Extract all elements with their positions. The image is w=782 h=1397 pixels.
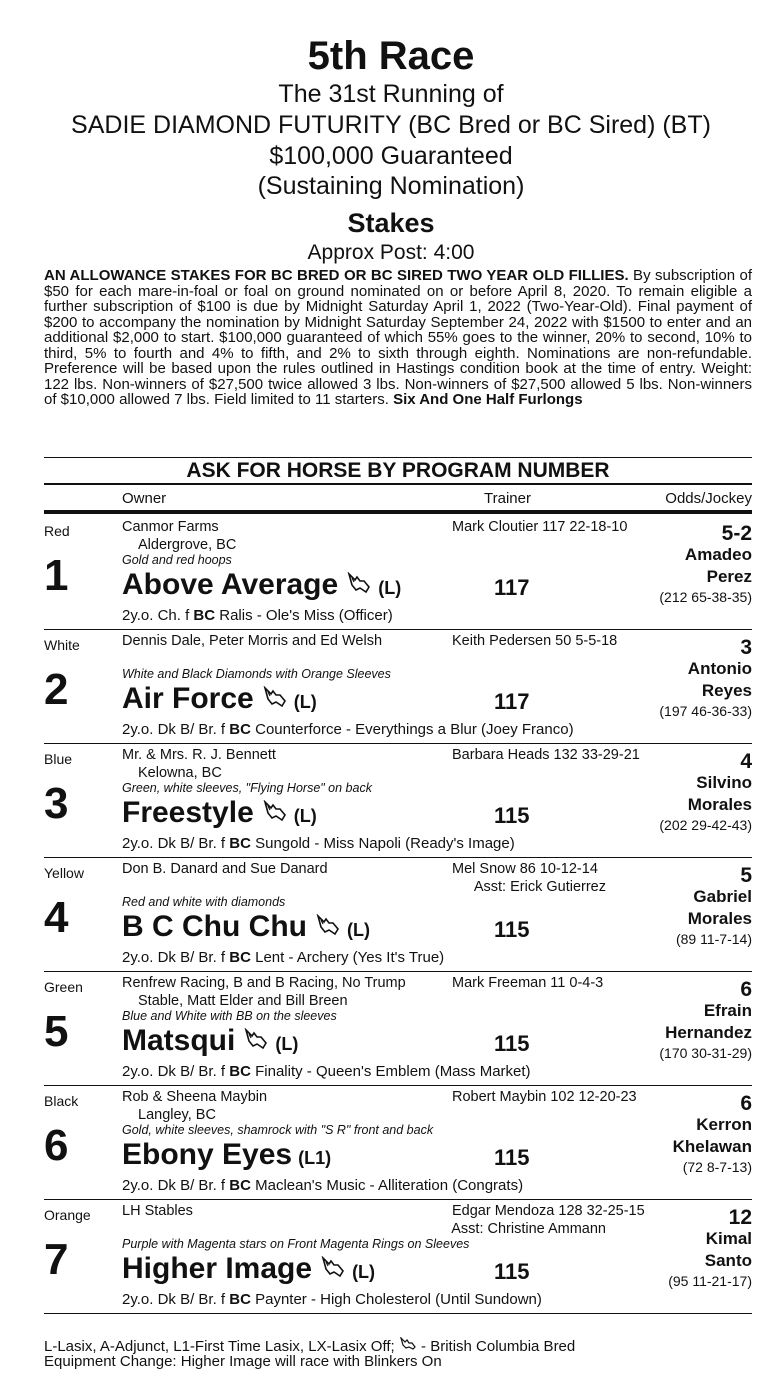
footer-legend	[44, 1337, 752, 1354]
jockey-first-name: Kerron	[696, 1115, 752, 1134]
breeding-pedigree: Counterforce - Everythings a Blur (Joey Franco)	[250, 721, 574, 738]
program-number: 6	[44, 1121, 69, 1170]
breeding-pedigree: Finality - Queen's Emblem (Mass Market)	[250, 1063, 531, 1080]
horse-name-line	[122, 1024, 298, 1059]
trainer: Mark Freeman 11 0-4-3	[452, 975, 604, 991]
conditions-distance: Six And One Half Furlongs	[393, 391, 583, 408]
horse-name: Above Average	[122, 568, 339, 601]
morning-line-odds: 5-2	[721, 522, 752, 545]
horse-name: B C Chu Chu	[122, 910, 307, 943]
jockey-record: (95 11-21-17)	[668, 1273, 752, 1289]
jockey-record: (72 8-7-13)	[682, 1159, 752, 1175]
col-owner: Owner	[122, 490, 167, 507]
owner-location: Stable, Matt Elder and Bill Breen	[138, 993, 348, 1009]
running-line: The 31st Running of	[278, 80, 504, 108]
breeding	[122, 1064, 531, 1081]
horse-name: Higher Image	[122, 1252, 313, 1285]
bc-bred-icon	[346, 570, 372, 603]
breeding	[122, 1292, 542, 1309]
saddle-cloth-color: Green	[44, 979, 83, 995]
medication-code: (L)	[275, 1034, 299, 1054]
jockey-record: (197 46-36-33)	[659, 703, 752, 719]
owner-name: Mr. & Mrs. R. J. Bennett	[122, 747, 276, 763]
medication-code: (L)	[352, 1262, 376, 1282]
jockey-first-name: Amadeo	[684, 545, 752, 564]
horse-name-line	[122, 1252, 375, 1287]
conditions-body: By subscription of $50 for each mare-in-foal or foal on ground nominated on or before April 8, 2020. To remain eligible a further subscription of $100 is due by Midnight Saturday April 1, 2022 (Two-Year-Old). Final payment of $200 to accompany the nomination by Midnight Saturday September 24, 2022 with $1500 to enter and an additional $2,000 to start. $100,000 guaranteed of which 55% goes to the winner, 20% to second, 10% to third, 5% to fourth and 4% to fifth, and 2% to sixth through eighth. Nominations are non-refundable. Preference will be based upon the rules outlined in Hastings condition book at the time of entry. Weight: 122 lbs. Non-winners of $27,500 twice allowed 3 lbs. Non-winners of $27,500 allowed 5 lbs. Non-winners of $10,000 allowed 7 lbs. Field limited to 11 starters.	[44, 267, 752, 408]
owner-name: Dennis Dale, Peter Morris and Ed Welsh	[122, 633, 383, 649]
medication-code: (L)	[293, 806, 317, 826]
legend-bc-text: - British Columbia Bred	[416, 1338, 576, 1355]
trainer: Robert Maybin 102 12-20-23	[452, 1089, 637, 1105]
program-number: 3	[44, 779, 69, 828]
divider	[44, 510, 752, 514]
jockey-record: (89 11-7-14)	[675, 931, 752, 947]
bc-bred-icon	[262, 684, 288, 717]
jockey-first-name: Efrain	[703, 1001, 752, 1020]
assistant-trainer: Asst: Christine Ammann	[451, 1221, 606, 1237]
breeding-bc-flag: BC	[229, 1177, 251, 1194]
breeding-age-sex: 2y.o. Ch. f	[122, 607, 194, 624]
bc-bred-icon	[262, 798, 288, 831]
weight: 115	[494, 917, 530, 942]
weight: 115	[494, 803, 530, 828]
weight: 117	[494, 575, 530, 600]
ask-banner: ASK FOR HORSE BY PROGRAM NUMBER	[186, 459, 610, 482]
breeding-bc-flag: BC	[193, 607, 216, 624]
owner-name: Rob & Sheena Maybin	[122, 1089, 268, 1105]
breeding	[122, 950, 444, 967]
jockey-last-name: Perez	[706, 567, 752, 586]
divider	[44, 457, 752, 458]
owner-location: Kelowna, BC	[138, 765, 222, 781]
morning-line-odds: 6	[740, 978, 752, 1001]
breeding-age-sex: 2y.o. Dk B/ Br. f	[122, 721, 230, 738]
owner-name: Renfrew Racing, B and B Racing, No Trump	[122, 975, 406, 991]
jockey-first-name: Kimal	[705, 1229, 752, 1248]
horse-name: Matsqui	[122, 1024, 236, 1057]
bc-bred-icon	[243, 1026, 269, 1059]
horse-name-line	[122, 796, 317, 831]
breeding-pedigree: Lent - Archery (Yes It's True)	[250, 949, 445, 966]
morning-line-odds: 5	[740, 864, 752, 887]
bc-bred-icon	[315, 912, 341, 945]
breeding-pedigree: Maclean's Music - Alliteration (Congrats)	[250, 1177, 524, 1194]
entry-row	[44, 858, 752, 972]
breeding	[122, 1178, 523, 1195]
trainer: Mel Snow 86 10-12-14	[452, 861, 598, 877]
col-odds-jockey: Odds/Jockey	[665, 490, 752, 507]
legend-text: L-Lasix, A-Adjunct, L1-First Time Lasix, LX-Lasix Off;	[44, 1338, 395, 1355]
saddle-cloth-color: Yellow	[44, 865, 84, 881]
jockey-last-name: Santo	[704, 1251, 752, 1270]
purse: $100,000 Guaranteed	[269, 142, 513, 170]
jockey-last-name: Morales	[687, 909, 752, 928]
entry-row	[44, 972, 752, 1086]
nomination: (Sustaining Nomination)	[257, 172, 525, 200]
breeding-pedigree: Paynter - High Cholesterol (Until Sundown)	[250, 1291, 542, 1308]
breeding-bc-flag: BC	[229, 949, 251, 966]
entry-row	[44, 630, 752, 744]
morning-line-odds: 6	[740, 1092, 752, 1115]
race-title: 5th Race	[307, 34, 475, 78]
program-number: 2	[44, 665, 69, 714]
breeding-bc-flag: BC	[229, 835, 251, 852]
silks-description: Purple with Magenta stars on Front Magenta Rings on Sleeves	[122, 1237, 470, 1251]
medication-code: (L)	[293, 692, 317, 712]
col-trainer: Trainer	[484, 490, 531, 507]
jockey-last-name: Hernandez	[665, 1023, 752, 1042]
saddle-cloth-color: Black	[44, 1093, 79, 1109]
breeding-age-sex: 2y.o. Dk B/ Br. f	[122, 1291, 230, 1308]
entry-row	[44, 1086, 752, 1200]
silks-description: Gold, white sleeves, shamrock with "S R" front and back	[122, 1123, 434, 1137]
horse-name-line	[122, 568, 401, 603]
program-number: 4	[44, 893, 69, 942]
horse-name-line	[122, 682, 317, 717]
horse-name: Freestyle	[122, 796, 254, 829]
breeding	[122, 722, 574, 739]
trainer: Mark Cloutier 117 22-18-10	[452, 519, 628, 535]
jockey-record: (202 29-42-43)	[659, 817, 752, 833]
breeding-bc-flag: BC	[229, 1291, 251, 1308]
breeding-age-sex: 2y.o. Dk B/ Br. f	[122, 1063, 230, 1080]
morning-line-odds: 4	[740, 750, 752, 773]
jockey-record: (212 65-38-35)	[659, 589, 752, 605]
weight: 115	[494, 1259, 530, 1284]
breeding-bc-flag: BC	[229, 1063, 251, 1080]
trainer: Keith Pedersen 50 5-5-18	[452, 633, 618, 649]
weight: 117	[494, 689, 530, 714]
entry-row	[44, 516, 752, 630]
horse-name-line	[122, 1138, 331, 1171]
breeding-bc-flag: BC	[229, 721, 251, 738]
entry-divider	[44, 1313, 752, 1314]
saddle-cloth-color: Red	[44, 523, 70, 539]
program-number: 5	[44, 1007, 69, 1056]
jockey-last-name: Reyes	[701, 681, 752, 700]
post-time: Approx Post: 4:00	[307, 241, 475, 264]
saddle-cloth-color: Orange	[44, 1207, 91, 1223]
silks-description: Gold and red hoops	[122, 553, 232, 567]
entry-row	[44, 744, 752, 858]
entry-row	[44, 1200, 752, 1314]
weight: 115	[494, 1145, 530, 1170]
equipment-change: Equipment Change: Higher Image will race with Blinkers On	[44, 1353, 442, 1370]
trainer: Edgar Mendoza 128 32-25-15	[452, 1203, 645, 1219]
breeding-age-sex: 2y.o. Dk B/ Br. f	[122, 1177, 230, 1194]
morning-line-odds: 12	[728, 1206, 752, 1229]
divider	[44, 483, 752, 485]
trainer: Barbara Heads 132 33-29-21	[452, 747, 640, 763]
horse-name: Air Force	[122, 682, 254, 715]
horse-name-line	[122, 910, 370, 945]
silks-description: White and Black Diamonds with Orange Sleeves	[122, 667, 391, 681]
saddle-cloth-color: White	[44, 637, 80, 653]
jockey-last-name: Khelawan	[672, 1137, 752, 1156]
breeding-pedigree: Sungold - Miss Napoli (Ready's Image)	[250, 835, 515, 852]
breeding	[122, 836, 515, 853]
jockey-first-name: Antonio	[687, 659, 752, 678]
breeding-age-sex: 2y.o. Dk B/ Br. f	[122, 949, 230, 966]
jockey-first-name: Gabriel	[693, 887, 752, 906]
assistant-trainer: Asst: Erick Gutierrez	[473, 879, 606, 895]
breeding	[122, 608, 393, 625]
jockey-record: (170 30-31-29)	[659, 1045, 752, 1061]
owner-name: LH Stables	[122, 1203, 193, 1219]
owner-location: Aldergrove, BC	[138, 537, 237, 553]
jockey-first-name: Silvino	[696, 773, 752, 792]
bc-bred-icon	[320, 1254, 346, 1287]
breeding-pedigree: Ralis - Ole's Miss (Officer)	[215, 607, 393, 624]
silks-description: Blue and White with BB on the sleeves	[122, 1009, 337, 1023]
weight: 115	[494, 1031, 530, 1056]
jockey-last-name: Morales	[687, 795, 752, 814]
silks-description: Green, white sleeves, "Flying Horse" on back	[122, 781, 372, 795]
saddle-cloth-color: Blue	[44, 751, 73, 767]
owner-location: Langley, BC	[138, 1107, 216, 1123]
owner-name: Canmor Farms	[122, 519, 219, 535]
silks-description: Red and white with diamonds	[122, 895, 286, 909]
program-number: 1	[44, 551, 69, 600]
race-conditions	[44, 268, 752, 408]
race-type: Stakes	[347, 208, 435, 238]
medication-code: (L)	[378, 578, 402, 598]
owner-name: Don B. Danard and Sue Danard	[122, 861, 328, 877]
conditions-lead: AN ALLOWANCE STAKES FOR BC BRED OR BC SIRED TWO YEAR OLD FILLIES.	[44, 267, 629, 284]
program-number: 7	[44, 1235, 69, 1284]
morning-line-odds: 3	[740, 636, 752, 659]
medication-code: (L1)	[298, 1148, 332, 1168]
horse-name: Ebony Eyes	[122, 1138, 293, 1171]
medication-code: (L)	[346, 920, 370, 940]
breeding-age-sex: 2y.o. Dk B/ Br. f	[122, 835, 230, 852]
race-name: SADIE DIAMOND FUTURITY (BC Bred or BC Sired) (BT)	[71, 111, 711, 139]
